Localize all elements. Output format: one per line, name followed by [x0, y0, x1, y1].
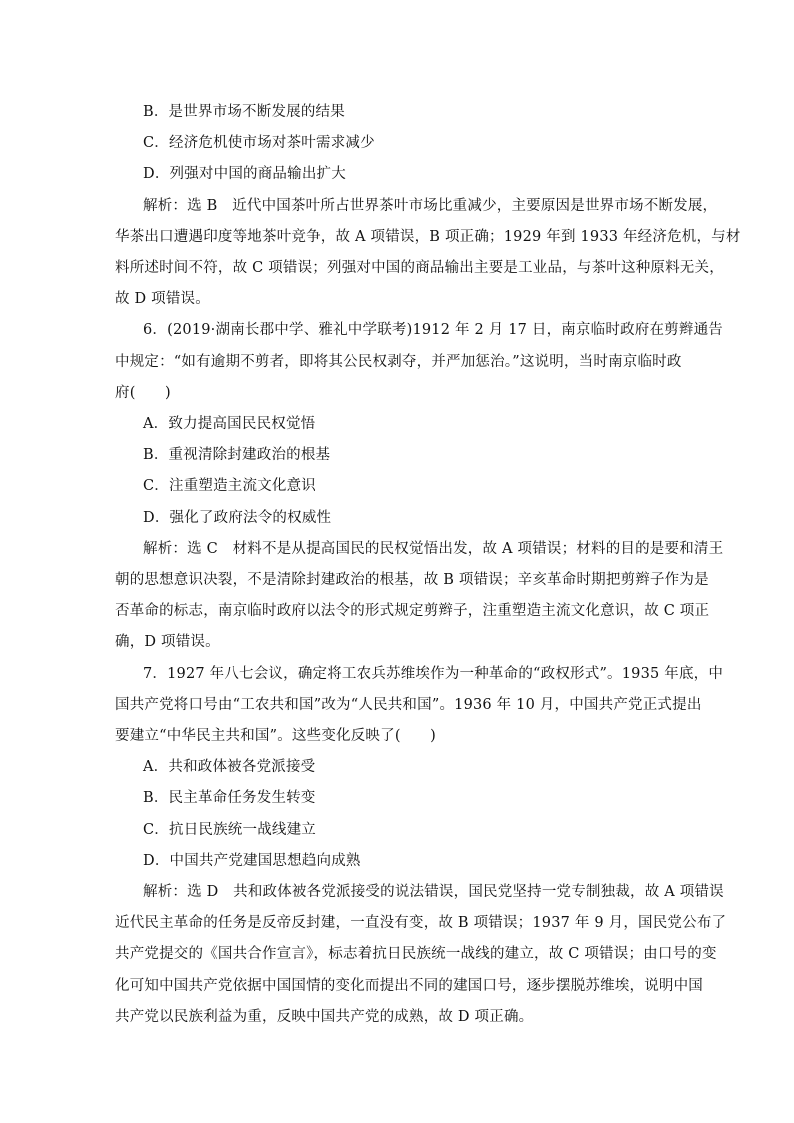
q6-option-b: B．重视清除封建政治的根基: [143, 447, 331, 463]
q5-analysis-line-1: 解析：选 B 近代中国茶叶所占世界茶叶市场比重减少，主要原因是世界市场不断发展，: [143, 198, 718, 214]
q5-analysis-line-4: 故 D 项错误。: [115, 291, 210, 307]
q6-option-c: C．注重塑造主流文化意识: [143, 478, 316, 494]
q6-analysis-line-3: 否革命的标志，南京临时政府以法令的形式规定剪辫子，注重塑造主流文化意识，故 C 项正: [115, 603, 710, 619]
q7-stem-line-1: 7．1927 年八七会议，确定将工农兵苏维埃作为一种革命的“政权形式”。1935 年底，中: [143, 666, 724, 682]
q7-option-b: B．民主革命任务发生转变: [143, 790, 316, 806]
q7-analysis-line-3: 共产党提交的《国共合作宣言》，标志着抗日民族统一战线的建立，故 C 项错误；由口号的变: [115, 946, 717, 962]
q7-analysis-line-4: 化可知中国共产党依据中国国情的变化而提出不同的建国口号，逐步摆脱苏维埃，说明中国: [115, 978, 703, 994]
q6-analysis-line-4: 确，D 项错误。: [115, 634, 220, 650]
q7-analysis-line-2: 近代民主革命的任务是反帝反封建，一直没有变，故 B 项错误；1937 年 9 月，国民党公布了: [115, 915, 727, 931]
q6-stem-line-3: 府( ): [115, 385, 171, 401]
q6-analysis-line-2: 朝的思想意识决裂，不是清除封建政治的根基，故 B 项错误；辛亥革命时期把剪辫子作为是: [115, 572, 709, 588]
q5-option-d: D．列强对中国的商品输出扩大: [143, 166, 346, 182]
q7-option-d: D．中国共产党建国思想趋向成熟: [143, 853, 361, 869]
q6-stem-line-2: 中规定：“如有逾期不剪者，即将其公民权剥夺，并严加惩治。”这说明，当时南京临时政: [115, 354, 682, 370]
q7-stem-line-3: 要建立“中华民主共和国”。这些变化反映了( ): [115, 728, 436, 744]
q7-option-c: C．抗日民族统一战线建立: [143, 822, 316, 838]
q7-option-a: A．共和政体被各党派接受: [143, 759, 316, 775]
q5-analysis-line-2: 华茶出口遭遇印度等地茶叶竞争，故 A 项错误，B 项正确；1929 年到 1933 年经济危机，与材: [115, 229, 741, 245]
q5-analysis-line-3: 料所述时间不符，故 C 项错误；列强对中国的商品输出主要是工业品，与茶叶这种原料无关，: [115, 260, 724, 276]
q5-option-b: B．是世界市场不断发展的结果: [143, 104, 345, 120]
q6-analysis-line-1: 解析：选 C 材料不是从提高国民的民权觉悟出发，故 A 项错误；材料的目的是要和清王: [143, 541, 724, 557]
q7-analysis-line-5: 共产党以民族利益为重，反映中国共产党的成熟，故 D 项正确。: [115, 1009, 534, 1025]
q6-option-d: D．强化了政府法令的权威性: [143, 510, 332, 526]
q7-analysis-line-1: 解析：选 D 共和政体被各党派接受的说法错误，国民党坚持一党专制独裁，故 A 项错误: [143, 884, 724, 900]
q6-stem-line-1: 6．(2019·湖南长郡中学、雅礼中学联考)1912 年 2 月 17 日，南京临时政府在剪辫通告: [143, 322, 723, 338]
q6-option-a: A．致力提高国民民权觉悟: [143, 416, 316, 432]
q5-option-c: C．经济危机使市场对茶叶需求减少: [143, 135, 375, 151]
q7-stem-line-2: 国共产党将口号由“工农共和国”改为“人民共和国”。1936 年 10 月，中国共产党正式提出: [115, 697, 702, 713]
